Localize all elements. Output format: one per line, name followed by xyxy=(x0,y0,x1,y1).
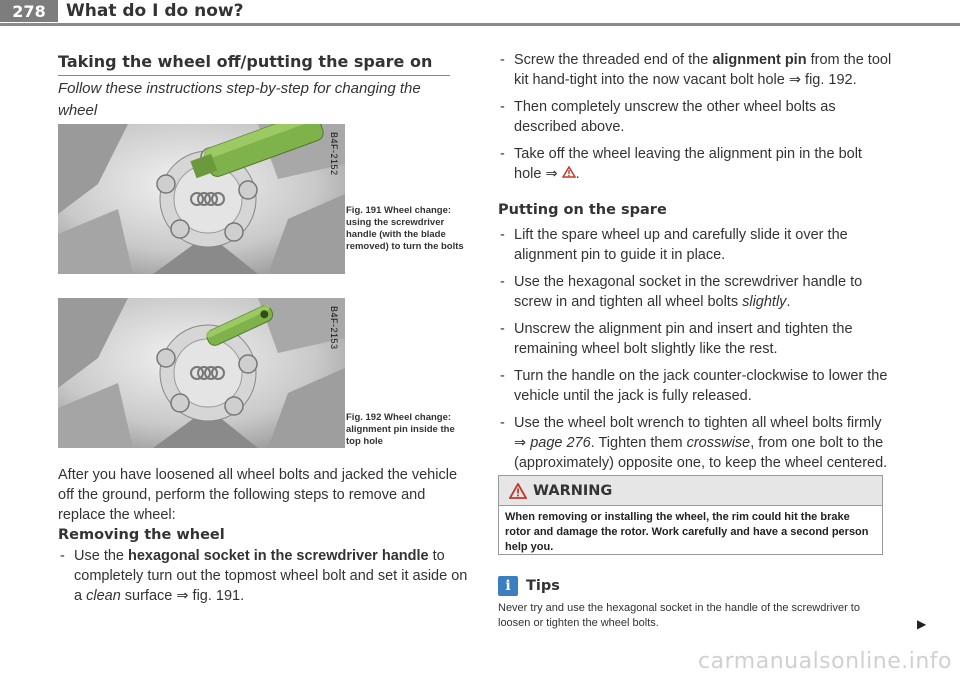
next-page-arrow-icon: ▶ xyxy=(917,617,927,631)
list-item: - Use the wheel bolt wrench to tighten all wheel bolts firmly ⇒ page 276. Tighten them crosswise, from one bolt to the (approximately) opposite one, to keep the wheel centered. xyxy=(498,413,893,473)
wheel-illustration-1 xyxy=(58,124,345,274)
figure-191-caption xyxy=(346,205,466,253)
figure-code: B4F-2152 xyxy=(329,132,339,176)
caption-text: using the screwdriver handle (with the blade removed) to turn the bolts xyxy=(346,217,464,252)
tips-header xyxy=(498,576,560,596)
caption-label: Fig. 191 Wheel change: xyxy=(346,205,452,216)
warning-text: When removing or installing the wheel, the rim could hit the brake rotor and damage the rotor. Work carefully and have a second person help you. xyxy=(505,511,869,553)
figure-code: B4F-2153 xyxy=(329,306,339,350)
warning-box xyxy=(498,475,883,555)
putting-steps xyxy=(498,225,893,480)
wheel-illustration-2 xyxy=(58,298,345,448)
removing-steps xyxy=(58,546,468,613)
list-item: - Then completely unscrew the other wheel bolts as described above. xyxy=(498,97,893,137)
putting-spare-heading: Putting on the spare xyxy=(498,202,667,218)
watermark: carmanualsonline.info xyxy=(698,649,952,674)
warning-title: WARNING xyxy=(533,482,613,499)
list-item: - Turn the handle on the jack counter-clockwise to lower the vehicle until the jack is fully released. xyxy=(498,366,893,406)
list-item: - Take off the wheel leaving the alignment pin in the bolt hole ⇒ . xyxy=(498,144,893,184)
list-item: - Lift the spare wheel up and carefully slide it over the alignment pin to guide it in place. xyxy=(498,225,893,265)
header-rule xyxy=(0,23,960,26)
section-intro: Follow these instructions step-by-step for changing the wheel xyxy=(58,80,421,119)
removing-steps-continued xyxy=(498,50,893,191)
warning-triangle-icon xyxy=(509,483,527,499)
warning-header xyxy=(499,476,882,506)
list-item: - Use the hexagonal socket in the screwdriver handle to completely turn out the topmost wheel bolt and set it aside on a clean surface ⇒ fig. 191. xyxy=(58,546,468,606)
list-item: - Screw the threaded end of the alignment pin from the tool kit hand-tight into the now vacant bolt hole ⇒ fig. 192. xyxy=(498,50,893,90)
page-number: 278 xyxy=(0,0,58,22)
figure-192-image xyxy=(58,298,345,448)
list-item: - Unscrew the alignment pin and insert and tighten the remaining wheel bolt slightly like the rest. xyxy=(498,319,893,359)
tips-text: Never try and use the hexagonal socket in the handle of the screwdriver to loosen or tighten the wheel bolts. xyxy=(498,602,860,629)
figure-192-caption xyxy=(346,412,466,448)
removing-wheel-heading: Removing the wheel xyxy=(58,527,225,543)
header-title: What do I do now? xyxy=(66,1,244,21)
caption-text: alignment pin inside the top hole xyxy=(346,424,455,447)
info-icon: i xyxy=(498,576,518,596)
caption-label: Fig. 192 Wheel change: xyxy=(346,412,452,423)
figure-191-image xyxy=(58,124,345,274)
list-item: - Use the hexagonal socket in the screwdriver handle to screw in and tighten all wheel bolts slightly. xyxy=(498,272,893,312)
intro-paragraph: After you have loosened all wheel bolts and jacked the vehicle off the ground, perform the following steps to remove and replace the wheel: xyxy=(58,467,458,523)
section-title: Taking the wheel off/putting the spare on xyxy=(58,52,450,76)
warning-triangle-icon xyxy=(562,166,576,178)
tips-title: Tips xyxy=(526,578,560,594)
